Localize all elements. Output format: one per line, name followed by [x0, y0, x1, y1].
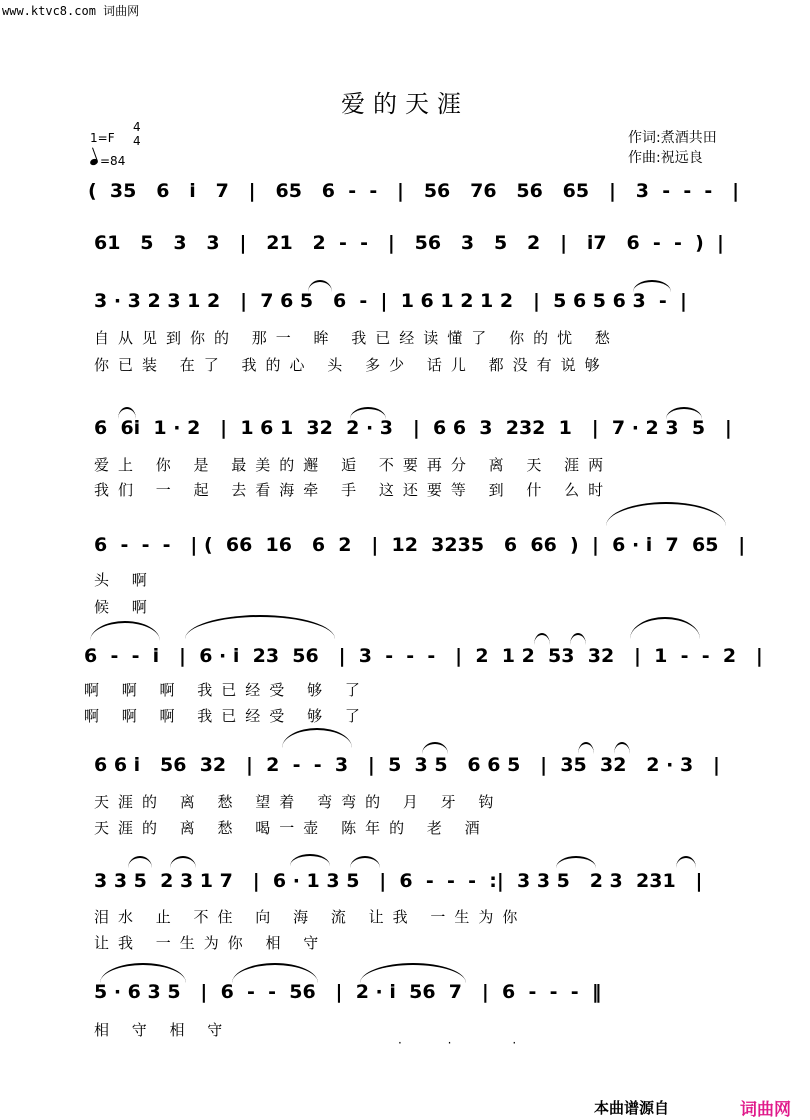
footer-source: 本曲谱源自 [594, 1099, 670, 1117]
slur [350, 856, 380, 868]
slur [606, 502, 726, 526]
slur [570, 633, 586, 645]
footer-brand-logo[interactable]: 词曲网 [740, 1100, 791, 1120]
lyrics-verse-1 [94, 569, 156, 590]
slur [666, 407, 702, 419]
lyrics-verse-2: 你已装 在了 我的心 头 多少 话儿 都没有说够 [94, 356, 609, 374]
slur [90, 621, 160, 641]
notation-line: 3 3 5 2 3 1 7 | 6 · 1 3 5 | 6 - - - :| 3 3 5 2 3 231 | [94, 870, 703, 892]
lyricist: 作词:煮酒共田 [628, 130, 717, 146]
lyrics-verse-2: 让我 一生为你 相 守 [94, 934, 328, 952]
lyrics-verse-2: 天涯的 离 愁 喝一壶 陈年的 老 酒 [94, 819, 489, 837]
credits [628, 128, 717, 168]
slur [118, 407, 136, 419]
slur [422, 742, 448, 754]
notation-line: 6 6 i 56 32 | 2 - - 3 | 5 3 5 6 6 5 | 35 32 2 · 3 | [94, 754, 720, 776]
slur [633, 280, 671, 292]
song-title: 爱的天涯 [341, 90, 469, 118]
quarter-note-icon [89, 158, 99, 166]
slur [128, 856, 152, 868]
notation-line: 6 - - i | 6 · i 23 56 | 3 - - - | 2 1 2 53 32 | 1 - - 2 | [84, 645, 763, 667]
lyrics-verse-1: 相 守 相 守 [94, 1021, 232, 1039]
time-signature [133, 120, 141, 148]
lyrics-verse-2: 我们 一 起 去看海牵 手 这还要等 到 什 么时 [94, 481, 613, 499]
slur [100, 963, 186, 983]
lyrics-verse-1: 泪水 止 不住 向 海 流 让我 一生为你 [94, 908, 527, 926]
tempo-marking [90, 154, 125, 168]
lyrics-verse-2: 啊 啊 啊 我已经受 够 了 [84, 707, 369, 725]
notation-line: 6 - - - | ( 66 16 6 2 | 12 3235 6 66 ) | 6 · i 7 65 | [94, 534, 746, 556]
slur [556, 856, 596, 868]
slur [630, 617, 700, 639]
slur [578, 742, 594, 754]
lyrics-verse-2 [94, 596, 156, 617]
lyrics-verse-1: 自从见到你的 那一 眸 我已经读懂了 你的忧 愁 [94, 329, 619, 347]
slur [350, 407, 386, 419]
time-sig-bottom: 4 [133, 134, 141, 148]
lyrics-verse-1: 啊 啊 啊 我已经受 够 了 [84, 681, 369, 699]
notation-line: ( 35 6 i 7 | 65 6 - - | 56 76 56 65 | 3 - - - | [88, 180, 740, 202]
slur [232, 963, 318, 983]
lyrics-verse-1: 天涯的 离 愁 望着 弯弯的 月 牙 钩 [94, 793, 503, 811]
slur [360, 963, 466, 983]
slur [614, 742, 630, 754]
site-watermark: www.ktvc8.com 词曲网 [2, 4, 140, 18]
lyrics-verse-1: 爱上 你 是 最美的邂 逅 不要再分 离 天 涯两 [94, 456, 613, 474]
notation-line: 3 · 3 2 3 1 2 | 7 6 5 6 - | 1 6 1 2 1 2 | 5 6 5 6 3 - | [94, 290, 687, 312]
lyrics-text: 头 啊 [94, 571, 156, 589]
notation-line: 61 5 3 3 | 21 2 - - | 56 3 5 2 | i7 6 - - ) | [94, 232, 724, 254]
key-signature: 1=F [90, 131, 115, 145]
slur [290, 854, 330, 866]
slur [534, 633, 550, 645]
slur [282, 728, 352, 748]
slur [308, 280, 332, 292]
notation-line: 6 6i 1 · 2 | 1 6 1 32 2 · 3 | 6 6 3 232 1 | 7 · 2 3 5 | [94, 417, 732, 439]
time-sig-top: 4 [133, 120, 141, 134]
slur [676, 856, 696, 868]
composer: 作曲:祝远良 [628, 150, 703, 166]
scan-marks: · · · [398, 1036, 517, 1050]
tempo-value: =84 [100, 154, 126, 168]
slur [170, 856, 196, 868]
lyrics-text: 候 啊 [94, 598, 156, 616]
slur [185, 615, 335, 639]
notation-line: 5 · 6 3 5 | 6 - - 56 | 2 · i 56 7 | 6 - - - ‖ [94, 981, 602, 1003]
